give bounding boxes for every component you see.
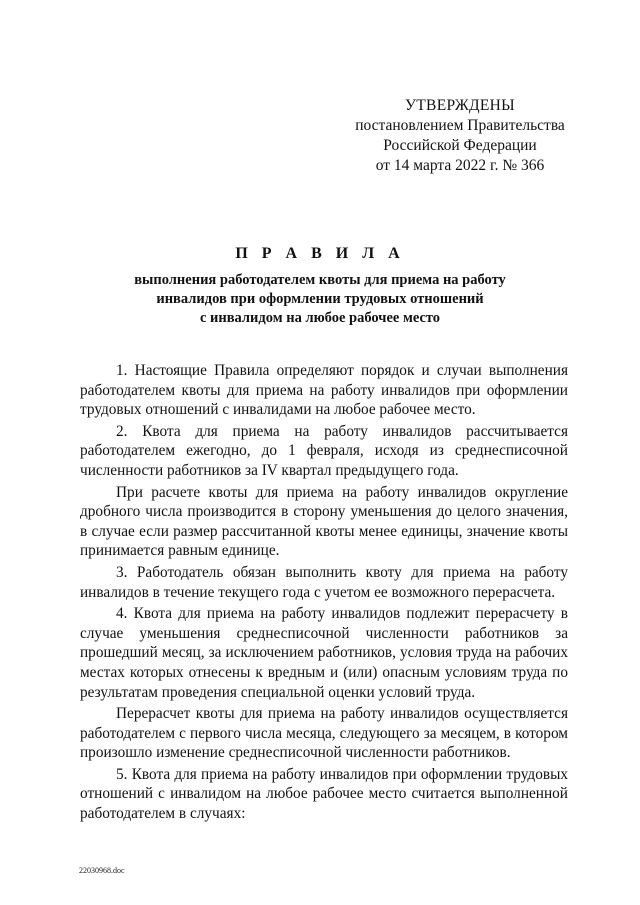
approval-block bbox=[340, 96, 580, 176]
subtitle-line: выполнения работодателем квоты для приема на работу bbox=[134, 272, 506, 288]
approval-line-date-number: от 14 марта 2022 г. № 366 bbox=[375, 157, 545, 174]
paragraph-4: 4. Квота для приема на работу инвалидов подлежит перерасчету в случае уменьшения среднесписочной численности работников за прошедший месяц, за исключением работников, условия труда на рабочих местах которых отнесены к вредным и (или) опасным условиям труда по результатам проведения специальной оценки условий труда. bbox=[80, 605, 568, 701]
paragraph-1: 1. Настоящие Правила определяют порядок и случаи выполнения работодателем квоты для приема на работу инвалидов при оформлении трудовых отношений с инвалидами на любое рабочее место. bbox=[80, 362, 568, 419]
paragraph-2: 2. Квота для приема на работу инвалидов рассчитывается работодателем ежегодно, до 1 февраля, исходя из среднесписочной численности работников за IV квартал предыдущего года. bbox=[80, 422, 568, 479]
document-body bbox=[80, 361, 568, 826]
approval-title: УТВЕРЖДЕНЫ bbox=[405, 97, 515, 114]
paragraph-5: 5. Квота для приема на работу инвалидов при оформлении трудовых отношений с инвалидом на любое рабочее место считается выполненной работодателем в случаях: bbox=[80, 765, 568, 823]
subtitle-line: инвалидов при оформлении трудовых отношений bbox=[156, 291, 484, 307]
approval-line-resolution: постановлением Правительства bbox=[355, 117, 565, 134]
document-subtitle bbox=[80, 271, 560, 328]
document-title: П Р А В И Л А bbox=[235, 245, 405, 262]
subtitle-line: с инвалидом на любое рабочее место bbox=[199, 310, 441, 326]
approval-line-government: Российской Федерации bbox=[383, 137, 537, 154]
paragraph-2-rounding: При расчете квоты для приема на работу инвалидов округление дробного числа производится в сторону уменьшения до целого значения, в случае если размер рассчитанной квоты менее единицы, значение квоты принимается равным единице. bbox=[80, 483, 568, 560]
footer-file-id: 22030968.doc bbox=[79, 866, 125, 875]
paragraph-3: 3. Работодатель обязан выполнить квоту для приема на работу инвалидов в течение текущего года с учетом ее возможного перерасчета. bbox=[80, 563, 568, 601]
paragraph-4-recalculation: Перерасчет квоты для приема на работу инвалидов осуществляется работодателем с первого числа месяца, следующего за месяцем, в котором произошло изменение среднесписочной численности работников. bbox=[80, 705, 568, 762]
